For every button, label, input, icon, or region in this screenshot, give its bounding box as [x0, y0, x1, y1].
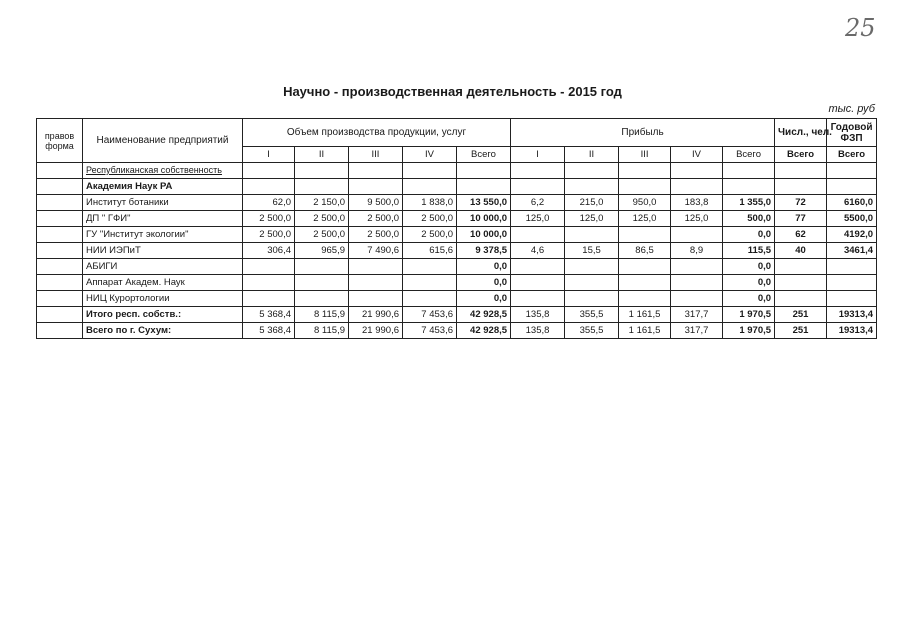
- profit-cell: [671, 275, 723, 291]
- volume-cell: [403, 275, 457, 291]
- unit-label: тыс. руб: [828, 103, 875, 115]
- profit-cell: 215,0: [565, 195, 619, 211]
- profit-cell: 1 970,5: [723, 307, 775, 323]
- profit-cell: 125,0: [511, 211, 565, 227]
- header-profit-q4: IV: [671, 147, 723, 163]
- profit-cell: 355,5: [565, 307, 619, 323]
- table-row: [37, 259, 877, 275]
- staff-cell: 62: [775, 227, 827, 243]
- table-row: [37, 291, 877, 307]
- page-title: Научно - производственная деятельность - 2015 год: [283, 84, 622, 99]
- volume-cell: 8 115,9: [295, 307, 349, 323]
- group-label-republican: Республиканская собственность: [83, 163, 243, 179]
- enterprise-name: ГУ "Институт экологии": [83, 227, 243, 243]
- header-staff-total: Всего: [775, 147, 827, 163]
- profit-cell: 950,0: [619, 195, 671, 211]
- table-row: [37, 275, 877, 291]
- profit-cell: 135,8: [511, 307, 565, 323]
- volume-cell: [243, 291, 295, 307]
- header-staff: Числ., чел.: [775, 119, 827, 147]
- volume-cell: 62,0: [243, 195, 295, 211]
- profit-cell: 6,2: [511, 195, 565, 211]
- profit-cell: [671, 291, 723, 307]
- table-total-row: [37, 307, 877, 323]
- volume-cell: [349, 275, 403, 291]
- header-profit: Прибыль: [511, 119, 775, 147]
- header-form: правов форма: [37, 119, 83, 163]
- fzp-cell: [827, 291, 877, 307]
- form-cell: [37, 243, 83, 259]
- enterprise-name: Аппарат Академ. Наук: [83, 275, 243, 291]
- header-profit-q3: III: [619, 147, 671, 163]
- profit-cell: [511, 275, 565, 291]
- enterprise-name: Институт ботаники: [83, 195, 243, 211]
- header-profit-q1: I: [511, 147, 565, 163]
- profit-cell: 125,0: [619, 211, 671, 227]
- profit-cell: [565, 259, 619, 275]
- enterprise-name: НИИ ИЭПиТ: [83, 243, 243, 259]
- staff-cell: [775, 291, 827, 307]
- volume-cell: 0,0: [457, 291, 511, 307]
- volume-cell: 2 150,0: [295, 195, 349, 211]
- volume-cell: [243, 275, 295, 291]
- volume-cell: 21 990,6: [349, 323, 403, 339]
- profit-cell: 355,5: [565, 323, 619, 339]
- profit-cell: 0,0: [723, 259, 775, 275]
- profit-cell: [619, 291, 671, 307]
- enterprise-name: ДП " ГФИ": [83, 211, 243, 227]
- profit-cell: 1 970,5: [723, 323, 775, 339]
- profit-cell: 1 161,5: [619, 323, 671, 339]
- profit-cell: 500,0: [723, 211, 775, 227]
- header-volume-q1: I: [243, 147, 295, 163]
- profit-cell: [619, 259, 671, 275]
- volume-cell: [243, 259, 295, 275]
- header-volume-total: Всего: [457, 147, 511, 163]
- header-fzp: Годовой ФЗП: [827, 119, 877, 147]
- header-volume-q2: II: [295, 147, 349, 163]
- volume-cell: [349, 291, 403, 307]
- volume-cell: 2 500,0: [295, 211, 349, 227]
- profit-cell: [671, 227, 723, 243]
- header-volume-q3: III: [349, 147, 403, 163]
- profit-cell: [511, 227, 565, 243]
- form-cell: [37, 275, 83, 291]
- volume-cell: [295, 291, 349, 307]
- profit-cell: 115,5: [723, 243, 775, 259]
- handwritten-page-number: 25: [845, 14, 876, 42]
- enterprise-name: НИЦ Курортологии: [83, 291, 243, 307]
- volume-cell: 5 368,4: [243, 323, 295, 339]
- form-cell: [37, 211, 83, 227]
- volume-cell: 0,0: [457, 275, 511, 291]
- volume-cell: 965,9: [295, 243, 349, 259]
- profit-cell: 317,7: [671, 307, 723, 323]
- volume-cell: [403, 291, 457, 307]
- form-cell: [37, 227, 83, 243]
- volume-cell: [295, 259, 349, 275]
- table-row: [37, 243, 877, 259]
- form-cell: [37, 291, 83, 307]
- form-cell: [37, 307, 83, 323]
- volume-cell: 2 500,0: [243, 227, 295, 243]
- staff-cell: [775, 275, 827, 291]
- profit-cell: 1 161,5: [619, 307, 671, 323]
- volume-cell: 7 453,6: [403, 323, 457, 339]
- header-volume: Объем производства продукции, услуг: [243, 119, 511, 147]
- staff-cell: 72: [775, 195, 827, 211]
- profit-cell: 0,0: [723, 227, 775, 243]
- volume-cell: 2 500,0: [403, 227, 457, 243]
- profit-cell: 0,0: [723, 291, 775, 307]
- group-label-academy: Академия Наук РА: [83, 179, 243, 195]
- profit-cell: [619, 227, 671, 243]
- enterprise-name: Всего по г. Сухум:: [83, 323, 243, 339]
- fzp-cell: 5500,0: [827, 211, 877, 227]
- profit-cell: [565, 275, 619, 291]
- fzp-cell: 19313,4: [827, 323, 877, 339]
- volume-cell: 2 500,0: [349, 227, 403, 243]
- profit-cell: 15,5: [565, 243, 619, 259]
- profit-cell: [565, 227, 619, 243]
- volume-cell: 8 115,9: [295, 323, 349, 339]
- profit-cell: 4,6: [511, 243, 565, 259]
- profit-cell: 183,8: [671, 195, 723, 211]
- staff-cell: 77: [775, 211, 827, 227]
- table-row: [37, 211, 877, 227]
- form-cell: [37, 323, 83, 339]
- volume-cell: 9 500,0: [349, 195, 403, 211]
- profit-cell: 317,7: [671, 323, 723, 339]
- form-cell: [37, 259, 83, 275]
- volume-cell: [403, 259, 457, 275]
- fzp-cell: 6160,0: [827, 195, 877, 211]
- profit-cell: [565, 291, 619, 307]
- report-table: [36, 118, 877, 339]
- volume-cell: 1 838,0: [403, 195, 457, 211]
- volume-cell: 7 490,6: [349, 243, 403, 259]
- volume-cell: 615,6: [403, 243, 457, 259]
- fzp-cell: 19313,4: [827, 307, 877, 323]
- volume-cell: 42 928,5: [457, 323, 511, 339]
- header-name: Наименование предприятий: [83, 119, 243, 163]
- profit-cell: 8,9: [671, 243, 723, 259]
- volume-cell: 2 500,0: [295, 227, 349, 243]
- profit-cell: [511, 291, 565, 307]
- profit-cell: 125,0: [565, 211, 619, 227]
- volume-cell: 10 000,0: [457, 211, 511, 227]
- header-fzp-total: Всего: [827, 147, 877, 163]
- volume-cell: 21 990,6: [349, 307, 403, 323]
- profit-cell: 0,0: [723, 275, 775, 291]
- volume-cell: 306,4: [243, 243, 295, 259]
- table-row: [37, 227, 877, 243]
- volume-cell: [295, 275, 349, 291]
- volume-cell: 10 000,0: [457, 227, 511, 243]
- header-profit-q2: II: [565, 147, 619, 163]
- enterprise-name: АБИГИ: [83, 259, 243, 275]
- enterprise-name: Итого респ. собств.:: [83, 307, 243, 323]
- profit-cell: 125,0: [671, 211, 723, 227]
- staff-cell: 40: [775, 243, 827, 259]
- volume-cell: 2 500,0: [349, 211, 403, 227]
- profit-cell: 135,8: [511, 323, 565, 339]
- staff-cell: 251: [775, 323, 827, 339]
- volume-cell: 7 453,6: [403, 307, 457, 323]
- staff-cell: [775, 259, 827, 275]
- profit-cell: [619, 275, 671, 291]
- profit-cell: [511, 259, 565, 275]
- header-volume-q4: IV: [403, 147, 457, 163]
- form-cell: [37, 195, 83, 211]
- volume-cell: 0,0: [457, 259, 511, 275]
- group-row-republican: [37, 163, 877, 179]
- profit-cell: 1 355,0: [723, 195, 775, 211]
- volume-cell: 2 500,0: [243, 211, 295, 227]
- fzp-cell: 4192,0: [827, 227, 877, 243]
- profit-cell: 86,5: [619, 243, 671, 259]
- header-profit-total: Всего: [723, 147, 775, 163]
- group-row-academy: [37, 179, 877, 195]
- table-total-row: [37, 323, 877, 339]
- volume-cell: 2 500,0: [403, 211, 457, 227]
- table-row: [37, 195, 877, 211]
- staff-cell: 251: [775, 307, 827, 323]
- fzp-cell: [827, 259, 877, 275]
- fzp-cell: [827, 275, 877, 291]
- fzp-cell: 3461,4: [827, 243, 877, 259]
- volume-cell: 9 378,5: [457, 243, 511, 259]
- volume-cell: [349, 259, 403, 275]
- volume-cell: 42 928,5: [457, 307, 511, 323]
- profit-cell: [671, 259, 723, 275]
- volume-cell: 13 550,0: [457, 195, 511, 211]
- volume-cell: 5 368,4: [243, 307, 295, 323]
